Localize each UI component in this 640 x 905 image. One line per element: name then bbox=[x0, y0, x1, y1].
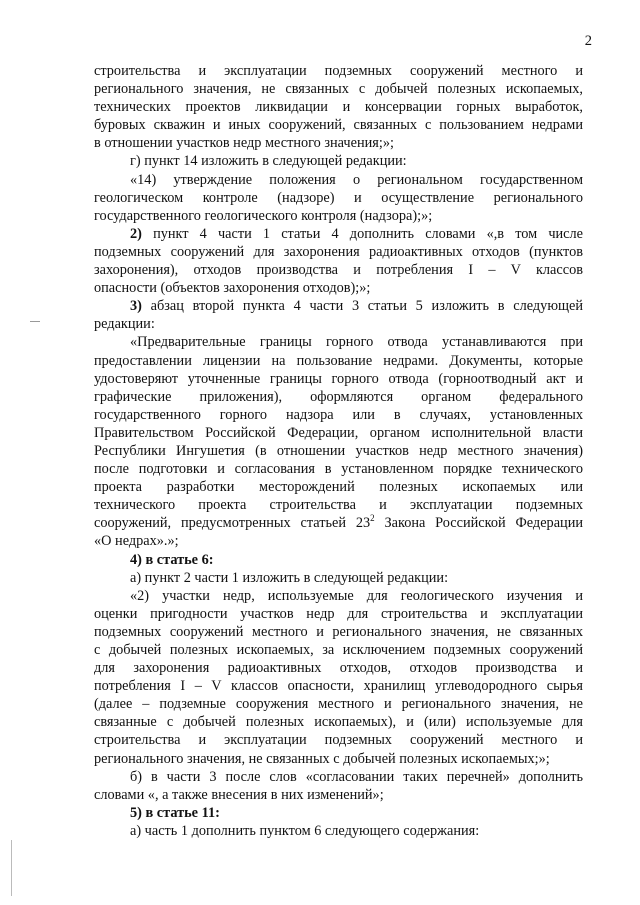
paragraph-quote-14 bbox=[94, 171, 583, 225]
text-line: графические приложения), оформляются органом федерального bbox=[94, 388, 583, 405]
text-line: сооружений, предусмотренных статьей $23^2$ Закона Российской Федерации bbox=[94, 513, 583, 532]
text-line: после подготовки и согласования в установленном порядке технического bbox=[94, 461, 583, 478]
text-line: Правительством Российской Федерации, органом исполнительной власти bbox=[94, 424, 583, 441]
text-line: буровых скважин и иных сооружений, связанных с пользованием недрами bbox=[94, 117, 583, 134]
paragraph-item-b bbox=[94, 768, 583, 804]
text-line: строительства и эксплуатации подземных сооружений местного и bbox=[94, 63, 583, 79]
text-line: Республики Ингушетия (в отношении участков недр местного значения) bbox=[94, 442, 583, 459]
text-line: «Предварительные границы горного отвода устанавливаются при bbox=[130, 334, 583, 351]
text-line: 2) пункт 4 части 1 статьи 4 дополнить словами «,в том числе bbox=[130, 225, 583, 242]
text-line: опасности (объектов захоронения отходов);»; bbox=[94, 280, 371, 297]
text-line: «О недрах».»; bbox=[94, 533, 179, 550]
text-line: предоставлении лицензии на пользование недрами. Документы, которые bbox=[94, 352, 583, 369]
text-line: связанные с добычей полезных ископаемых), и (или) используемые для bbox=[94, 714, 583, 731]
page-number: 2 bbox=[584, 33, 592, 49]
paragraph-item-3 bbox=[94, 297, 583, 333]
text-line: регионального значения, не связанных с добычей полезных ископаемых;»; bbox=[94, 750, 550, 767]
text-line: регионального значения, не связанных с добычей полезных ископаемых, bbox=[94, 81, 583, 98]
text-line: удостоверяют уточненные границы горного отвода (горноотводный акт и bbox=[94, 370, 583, 387]
text-line: государственного геологического контроля (надзора);»; bbox=[94, 207, 433, 224]
text-line: строительства и эксплуатации подземных сооружений местного и bbox=[94, 732, 583, 749]
text-line: 3) абзац второй пункта 4 части 3 статьи 5 изложить в следующей bbox=[130, 298, 583, 315]
text-line: словами «, а также внесения в них изменений»; bbox=[94, 786, 384, 803]
text-line: «14) утверждение положения о региональном государственном bbox=[130, 171, 583, 188]
margin-mark bbox=[30, 321, 40, 322]
text-line: геологическом контроле (надзоре) и осуществление регионального bbox=[94, 189, 583, 206]
paragraph-quote-boundaries bbox=[94, 333, 583, 550]
paragraph-item-a-11: а) часть 1 дополнить пунктом 6 следующего содержания: bbox=[130, 822, 480, 839]
scan-edge-line bbox=[11, 840, 12, 896]
text-line: потребления I – V классов опасности, хранилищ углеводородного сырья bbox=[94, 678, 583, 695]
paragraph-continuation bbox=[94, 62, 583, 152]
text-line: захоронения), отходов производства и потребления I – V классов bbox=[94, 262, 583, 279]
section-heading-article-6: 4) в статье 6: bbox=[130, 551, 214, 568]
text-line: редакции: bbox=[94, 316, 155, 333]
text-line: государственного горного надзора или в случаях, установленных bbox=[94, 406, 583, 423]
paragraph-item-g: г) пункт 14 изложить в следующей редакции: bbox=[130, 153, 407, 170]
item-number: 2) bbox=[130, 225, 142, 242]
paragraph-item-a: а) пункт 2 части 1 изложить в следующей редакции: bbox=[130, 569, 449, 586]
text-line: проекта разработки месторождений полезных ископаемых или bbox=[94, 479, 583, 496]
section-heading-article-11: 5) в статье 11: bbox=[130, 804, 220, 821]
text-line: б) в части 3 после слов «согласовании таких перечней» дополнить bbox=[130, 768, 583, 785]
text-line: подземных сооружений местного и регионального значения, не связанных bbox=[94, 623, 583, 640]
text-line: с добычей полезных ископаемых, за исключением подземных сооружений bbox=[94, 642, 583, 658]
text-line: технических проектов ликвидации и консервации горных выработок, bbox=[94, 99, 583, 116]
text-line: (далее – подземные сооружения местного и регионального значения, не bbox=[94, 696, 583, 713]
paragraph-quote-2 bbox=[94, 587, 583, 768]
text-line: подземных сооружений для захоронения радиоактивных отходов (пунктов bbox=[94, 243, 583, 260]
text-line: в отношении участков недр местного значения;»; bbox=[94, 135, 394, 152]
text-line: технического проекта строительства и эксплуатации подземных bbox=[94, 497, 583, 514]
text-line: «2) участки недр, используемые для геологического изучения и bbox=[130, 587, 583, 604]
paragraph-item-2 bbox=[94, 225, 583, 297]
document-body bbox=[94, 62, 583, 840]
text-line: для захоронения радиоактивных отходов, отходов производства и bbox=[94, 660, 583, 677]
superscript: 2 bbox=[370, 513, 375, 524]
item-number: 3) bbox=[130, 298, 142, 315]
text-line: оценки пригодности участков недр для строительства и эксплуатации bbox=[94, 605, 583, 622]
